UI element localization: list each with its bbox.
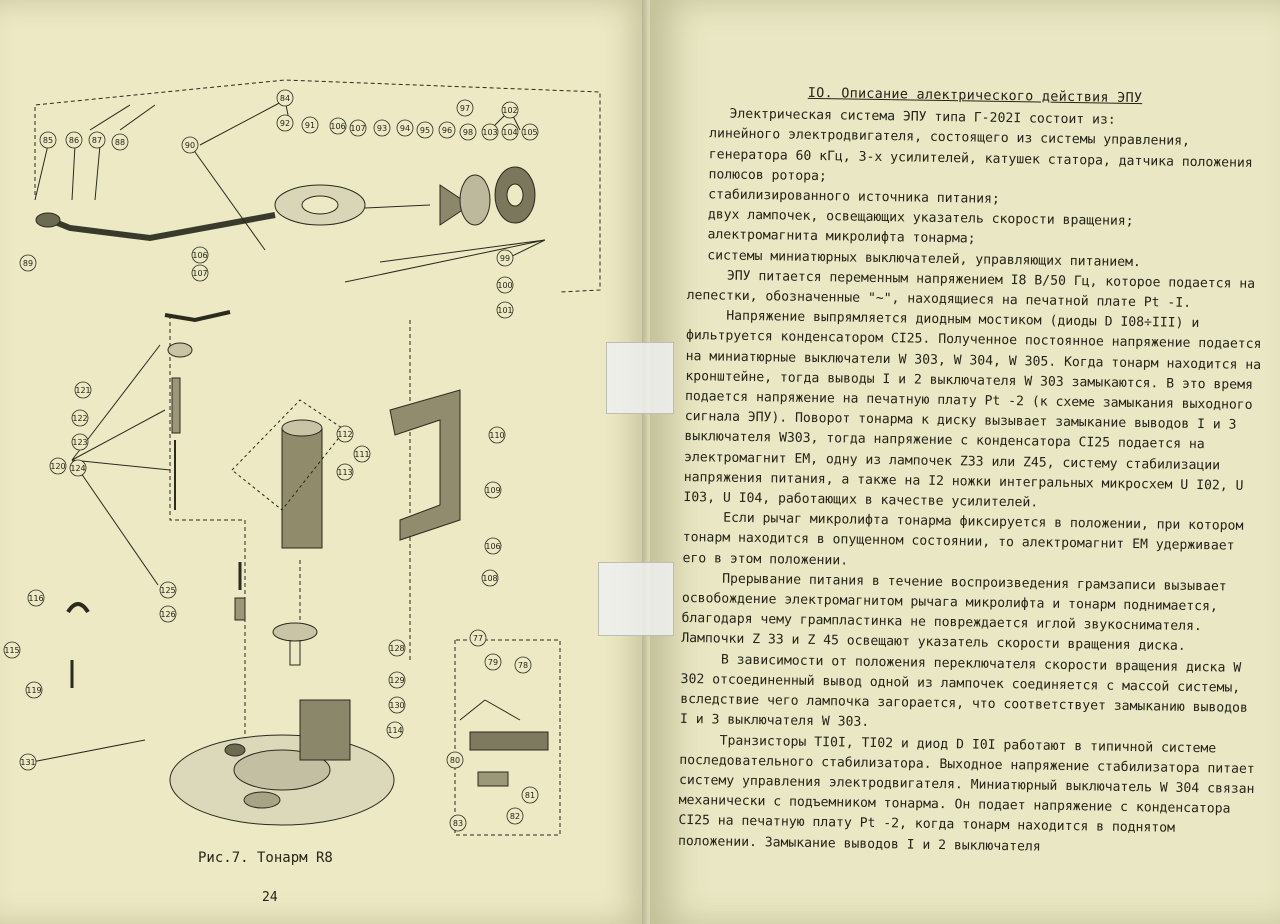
callout-86: 86 <box>68 136 80 145</box>
paragraph-interrupt: Прерывание питания в течение воспроизведения грамзаписи вызывает освобождение электромагнитом рычага микролифта и тонарм поднимается, благодаря чему грампластинка не повреждается иглой звукоснимателя. Лампочки Z 33 и Z 45 освещают указатель скорости вращения диска. <box>681 571 1227 655</box>
callout-78: 78 <box>517 661 529 670</box>
page-number: 24 <box>262 890 278 905</box>
callout-106: 106 <box>330 122 346 131</box>
callout-93: 93 <box>376 124 388 133</box>
callout-104: 104 <box>502 128 518 137</box>
paragraph-stabilizer: Транзисторы TI0I, TI02 и диод D I0I работают в типичной системе последовательного стабилизатора. Выходное напряжение стабилизатора питает систему управления электродвигателя. Миниатюрный выключатель W 304 связан механически с подъемником тонарма. Он подает напряжение с конденсатора CI25 на печатную плату Pt -2, когда тонарм находится в поднятом положении. Замыкание выводов I и 2 выключателя <box>677 733 1255 855</box>
callout-119: 119 <box>26 686 42 695</box>
callout-98: 98 <box>462 128 474 137</box>
list-item-switches: системы миниатюрных выключателей, управляющих питанием. <box>707 247 1141 270</box>
callout-79: 79 <box>487 658 499 667</box>
callout-89: 89 <box>22 259 34 268</box>
callout-113: 113 <box>337 468 353 477</box>
callout-87: 87 <box>91 136 103 145</box>
callout-112: 112 <box>337 430 353 439</box>
callout-88: 88 <box>114 138 126 147</box>
callout-94: 94 <box>399 124 411 133</box>
tape-strip-upper <box>606 342 674 414</box>
callout-100: 100 <box>497 281 513 290</box>
callout-107: 107 <box>350 124 366 133</box>
callout-109: 109 <box>485 486 501 495</box>
callout-124: 124 <box>70 464 86 473</box>
paragraph-supply: ЭПУ питается переменным напряжением I8 В/50 Гц, которое подается на лепестки, обозначенные "~", находящиеся на печатной плате Pt -I. <box>686 268 1256 311</box>
callout-90: 90 <box>184 141 196 150</box>
callout-108: 108 <box>482 574 498 583</box>
callout-103: 103 <box>482 128 498 137</box>
callout-77: 77 <box>472 634 484 643</box>
callout-82: 82 <box>509 812 521 821</box>
list-item-magnet: алектромагнита микролифта тонарма; <box>707 227 976 247</box>
callout-123: 123 <box>72 438 88 447</box>
callout-131: 131 <box>20 758 36 767</box>
callout-80: 80 <box>449 756 461 765</box>
paragraph-speed: В зависимости от положения переключателя скорости вращения диска W 302 отсоединенный вывод одной из лампочек соединяется с массой системы, вследствие чего лампочка загорается, что соответствует замыканию выводов I и 3 выключателя W 303. <box>679 652 1248 731</box>
callout-110: 110 <box>489 431 505 440</box>
paragraph-intro: Электрическая система ЭПУ типа Г-202I состоит из: <box>729 106 1116 128</box>
callout-106c: 106 <box>485 542 501 551</box>
callout-125: 125 <box>160 586 176 595</box>
callout-81: 81 <box>524 791 536 800</box>
callout-115: 115 <box>4 646 20 655</box>
callout-99: 99 <box>499 254 511 263</box>
tape-strip-lower <box>598 562 674 636</box>
callout-107b: 107 <box>192 269 208 278</box>
callout-84: 84 <box>279 94 291 103</box>
callout-128: 128 <box>389 644 405 653</box>
callout-106b: 106 <box>192 251 208 260</box>
section-text <box>678 82 1272 861</box>
callout-129: 129 <box>389 676 405 685</box>
callout-91: 91 <box>304 121 316 130</box>
callout-114: 114 <box>387 726 403 735</box>
paragraph-rectifier: Напряжение выпрямляется диодным мостиком (диоды D I08÷III) и фильтруется конденсатором CI25. Полученное постоянное напряжение подается на миниатюрные выключатели W 303, W 304, W 305. Когда тонарм находится на кронштейне, тогда выводы I и 2 выключателя W 303 замыкаются. В это время подается напряжение на печатную плату Pt -2 (к схеме замыкания выходного сигнала ЭПУ). Поворот тонарма к диску вызывает замыкание выводов I и 3 выключателя W303, тогда напряжение с конденсатора CI25 подается на электромагнит EM, одну из лампочек Z33 или Z45, систему стабилизации напряжения питания, а также на I2 ножки интегральных микросхем U I02, U I03, U I04, работающих в качестве усилителей. <box>683 308 1262 511</box>
callout-101: 101 <box>497 306 513 315</box>
callout-111: 111 <box>354 450 370 459</box>
callout-105: 105 <box>522 128 538 137</box>
list-item-power: стабилизированного источника питания; <box>708 187 1000 207</box>
callout-130: 130 <box>389 701 405 710</box>
list-item-motor: линейного электродвигателя, состоящего из системы управления, генератора 60 кГц, 3-х усилителей, катушек статора, датчика положения полюсов ротора; <box>708 126 1253 184</box>
callout-83: 83 <box>452 819 464 828</box>
callout-95: 95 <box>419 126 431 135</box>
callout-120: 120 <box>50 462 66 471</box>
section-heading: IO. Описание алектрического действия ЭПУ <box>807 85 1143 107</box>
paragraph-microlift: Если рычаг микролифта тонарма фиксируется в положении, при котором тонарм находится в опущенном состоянии, то алектромагнит EM удерживает его в этом положении. <box>682 510 1244 569</box>
callout-85: 85 <box>42 136 54 145</box>
callout-122: 122 <box>72 414 88 423</box>
callout-96: 96 <box>441 126 453 135</box>
callout-116: 116 <box>28 594 44 603</box>
callout-126: 126 <box>160 610 176 619</box>
callout-121: 121 <box>75 386 91 395</box>
list-item-lamps: двух лампочек, освещающих указатель скорости вращения; <box>707 207 1134 230</box>
callout-97: 97 <box>459 104 471 113</box>
callout-92: 92 <box>279 119 291 128</box>
callout-102: 102 <box>502 106 518 115</box>
figure-caption: Рис.7. Тонарм R8 <box>198 850 333 866</box>
